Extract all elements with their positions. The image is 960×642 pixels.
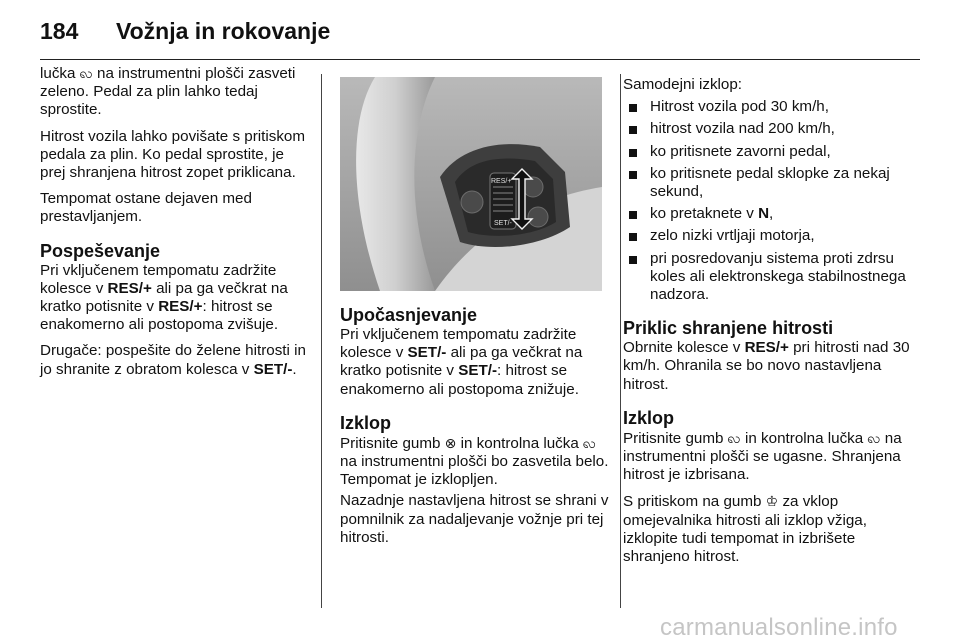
column-divider-1: [321, 74, 322, 608]
paragraph-accelerator: Hitrost vozila lahko povišate s pritiskom pedala za plin. Ko pedal sprostite, je prej shranjena hitrost zopet priklicana.: [40, 127, 306, 182]
list-item: ko pretaknete v N,: [623, 205, 913, 223]
watermark: carmanualsonline.info: [660, 614, 898, 641]
list-item: ko pritisnete zavorni pedal,: [623, 143, 913, 161]
paragraph-alternative: Drugače: pospešite do želene hitrosti in jo shranite z obratom kolesca v SET/-.: [40, 342, 306, 378]
paragraph-limiter: S pritiskom na gumb ♔ za vklop omejevalnika hitrosti ali izklop vžiga, izklopite tudi tempomat in izbrišete shranjeno hitrost.: [623, 493, 867, 566]
list-item: Hitrost vozila pod 30 km/h,: [623, 98, 913, 116]
cruise-button-icon: ꩮ: [727, 429, 741, 446]
page-title: Vožnja in rokovanje: [116, 18, 331, 44]
paragraph-off: Pritisnite gumb ⊗ in kontrolna lučka ꩮ na instrumentni plošči bo zasvetila belo. Tempomat je izklopljen.: [340, 434, 609, 489]
heading-off-2: Izklop: [623, 407, 675, 428]
steering-wheel-image: [340, 77, 602, 291]
heading-recall: Priklic shranjene hitrosti: [623, 318, 834, 339]
heading-off: Izklop: [340, 412, 392, 433]
heading-deceleration: Upočasnjevanje: [340, 305, 478, 325]
column-1: [40, 64, 310, 387]
auto-off-intro: Samodejni izklop:: [623, 76, 743, 93]
auto-off-list: [623, 98, 913, 304]
list-item: pri posredovanju sistema proti zdrsu koles ali elektronskega stabilnostnega nadzora.: [623, 250, 913, 305]
paragraph-recall: Obrnite kolesce v RES/+ pri hitrosti nad 30 km/h. Ohranila se bo novo nastavljena hitrost.: [623, 339, 910, 393]
list-item: ko pritisnete pedal sklopke za nekaj sekund,: [623, 165, 913, 201]
res-label: RES/+: [491, 178, 512, 185]
column-divider-2: [620, 74, 621, 608]
paragraph-gearshift: Tempomat ostane dejaven med prestavljanjem.: [40, 190, 252, 226]
column-3: [623, 64, 913, 574]
paragraph-acceleration: Pri vključenem tempomatu zadržite kolesce v RES/+ ali pa ga večkrat na kratko potisnite v RES/+: hitrost se enakomerno ali postopoma zvišuje.: [40, 261, 288, 334]
column-2: [340, 64, 610, 555]
paragraph-lamp-green: lučka ꩮ na instrumentni plošči zasveti zeleno. Pedal za plin lahko tedaj sprostite.: [40, 65, 296, 119]
page-header: [40, 14, 920, 50]
list-item: hitrost vozila nad 200 km/h,: [623, 120, 913, 138]
cruise-lamp-icon: ꩮ: [79, 65, 93, 81]
header-divider: [40, 59, 920, 60]
cruise-lamp-icon: ꩮ: [583, 434, 597, 451]
cruise-lamp-icon: ꩮ: [867, 429, 881, 446]
cancel-icon: ⊗: [444, 434, 457, 451]
set-label: SET/-: [494, 220, 512, 227]
heading-acceleration: Pospeševanje: [40, 240, 161, 261]
paragraph-deceleration: Pri vključenem tempomatu zadržite kolesce v SET/- ali pa ga večkrat na kratko potisnite v SET/-: hitrost se enakomerno ali postopoma znižuje.: [340, 326, 583, 398]
page-number: 184: [40, 18, 79, 44]
list-item: zelo nizki vrtljaji motorja,: [623, 227, 913, 245]
paragraph-memory: Nazadnje nastavljena hitrost se shrani v pomnilnik za nadaljevanje vožnje pri tej hitrosti.: [340, 492, 609, 546]
speed-limiter-icon: ♔: [765, 493, 779, 510]
steering-wheel-illustration: [340, 77, 602, 291]
paragraph-off-2: Pritisnite gumb ꩮ in kontrolna lučka ꩮ na instrumentni plošči se ugasne. Shranjena hitrost je izbrisana.: [623, 429, 902, 484]
